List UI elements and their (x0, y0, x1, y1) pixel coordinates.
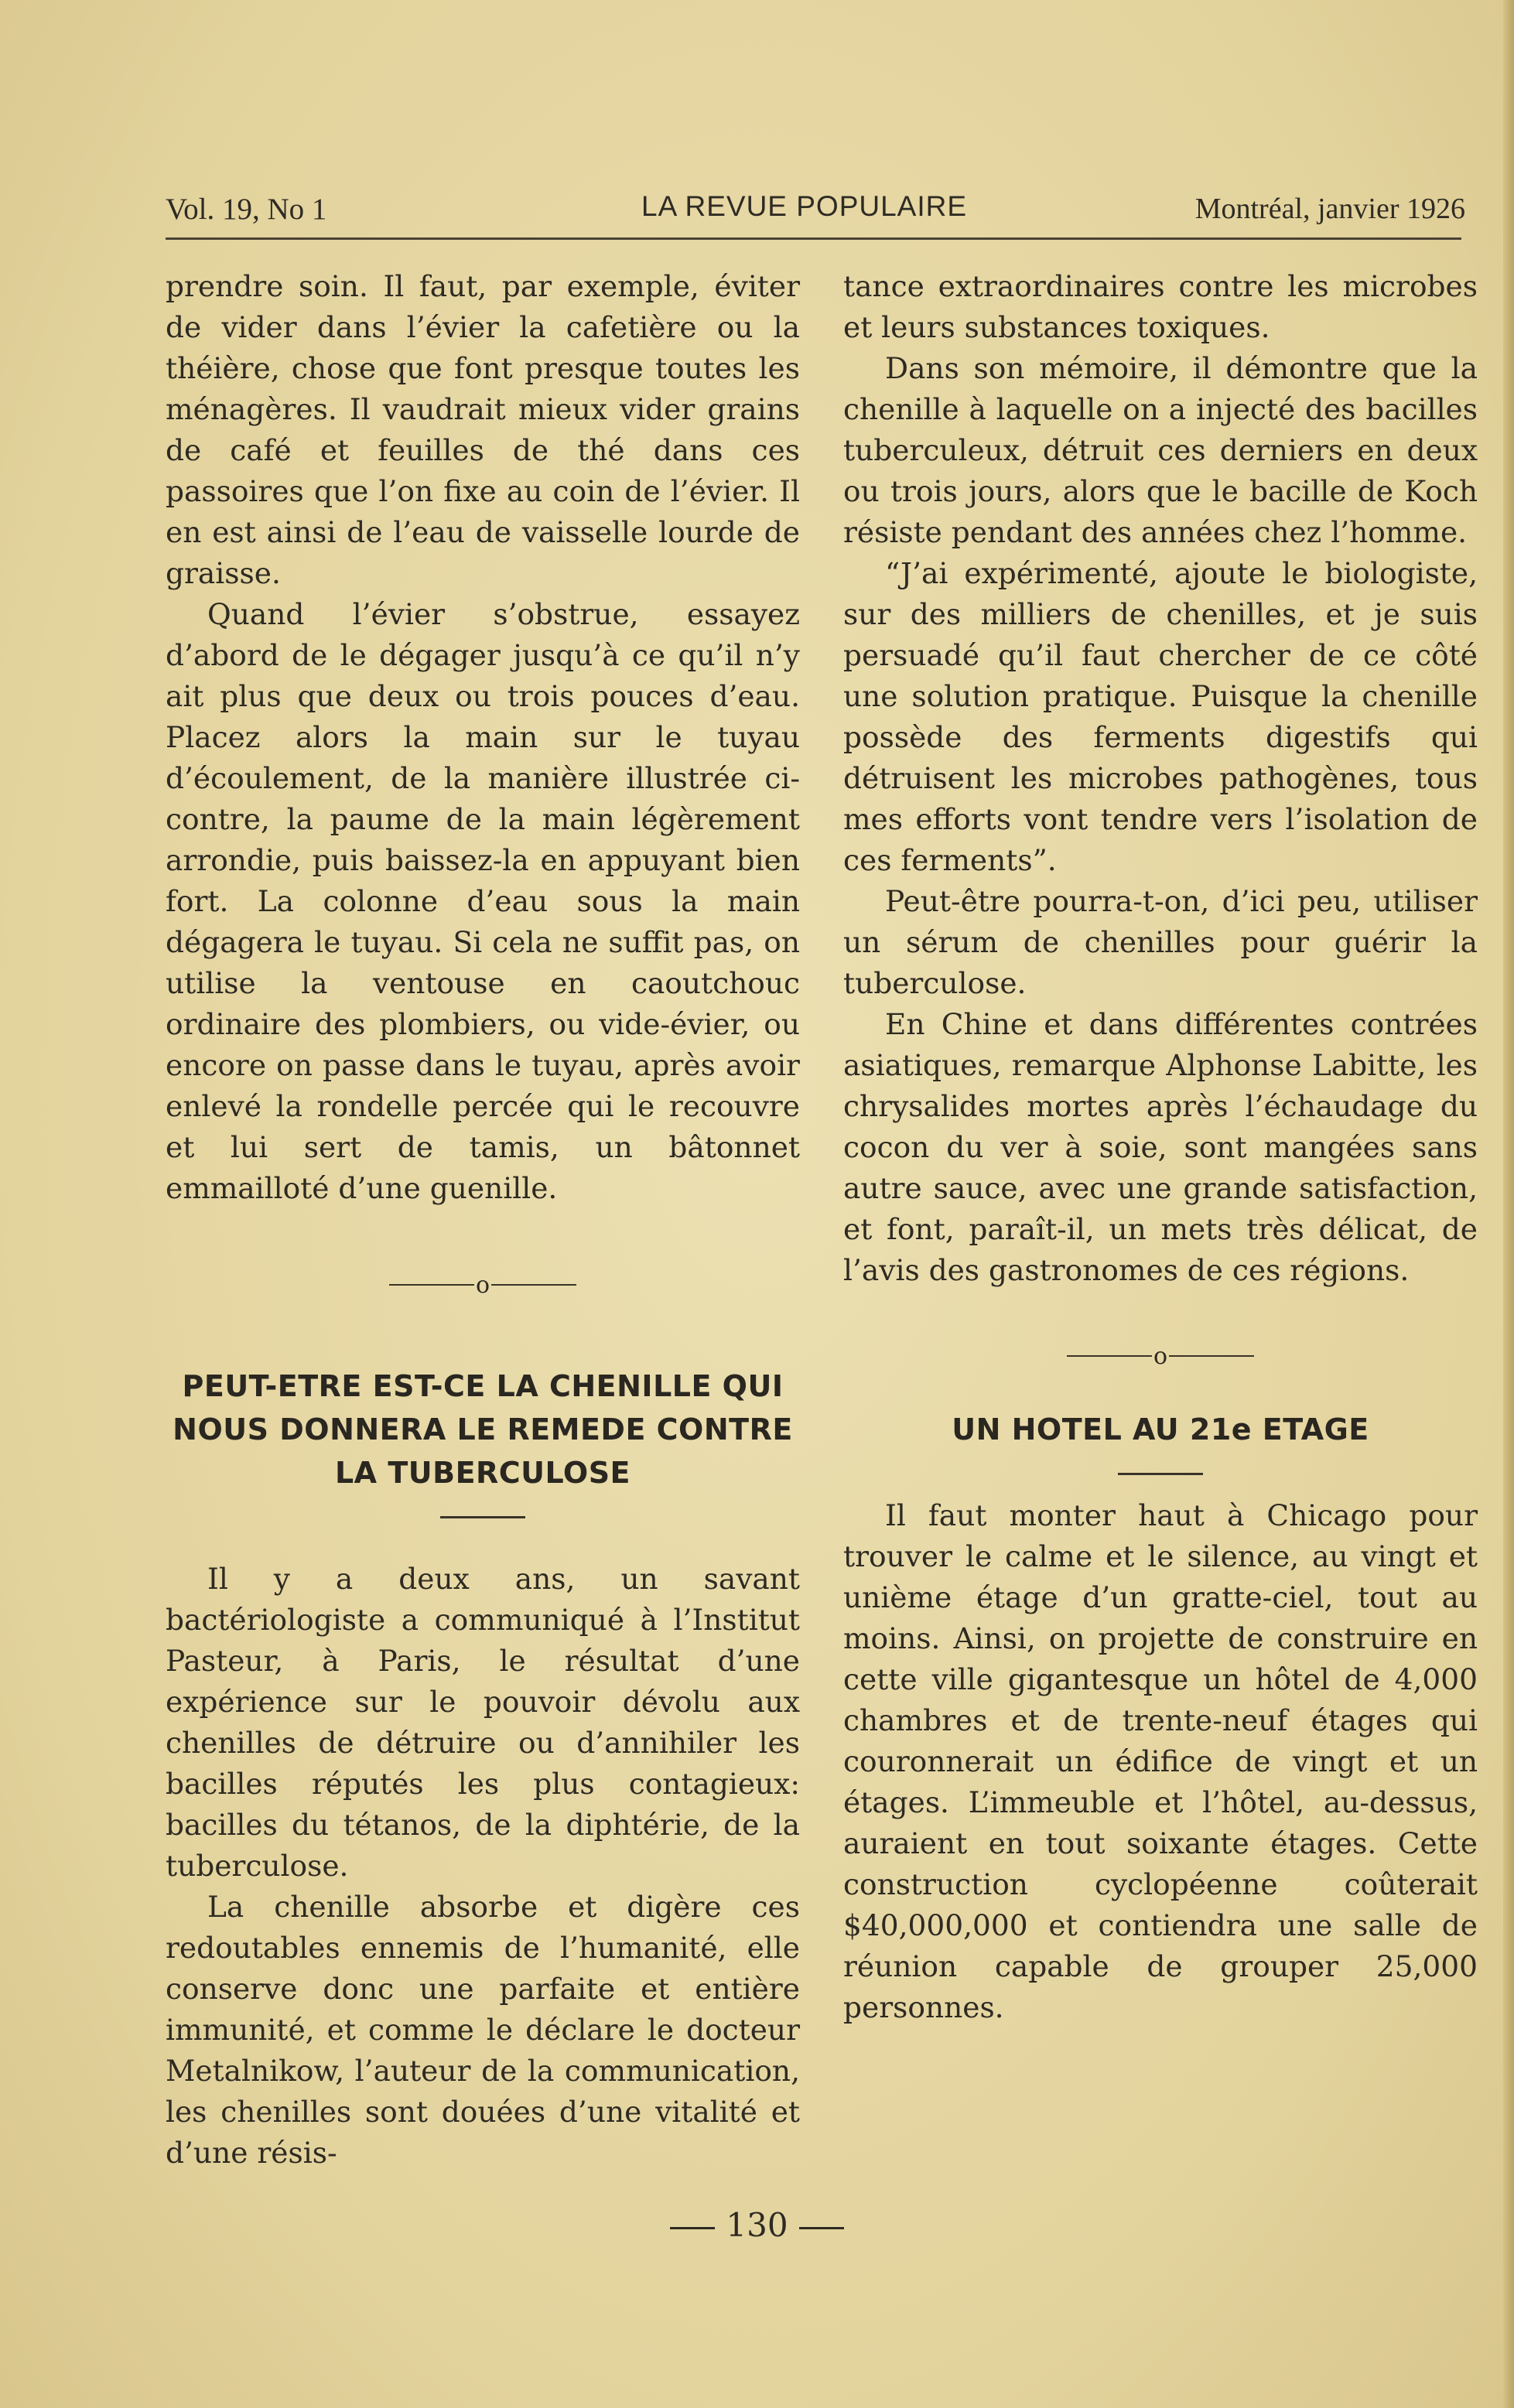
paragraph: prendre soin. Il faut, par exemple, éviter de vider dans l’évier la cafetière ou la théière, chose que font presque toutes les ménagères. Il vaudrait mieux vider grains de café et feuilles de thé dans ces passoires que l’on fixe au coin de l’évier. Il en est ainsi de l’eau de vaisselle lourde de graisse. (166, 269, 800, 590)
divider-line (491, 1284, 576, 1286)
footer-dash (799, 2227, 844, 2229)
left-column (166, 266, 800, 2174)
paragraph: La chenille absorbe et digère ces redoutables ennemis de l’humanité, elle conserve donc une parfaite et entière immunité, et comme le déclare le docteur Metalnikow, l’auteur de la communication, les chenilles sont douées d’une vitalité et d’une résis- (166, 1889, 800, 2170)
paragraph: Quand l’évier s’obstrue, essayez d’abord de le dégager jusqu’à ce qu’il n’y ait plus que deux ou trois pouces d’eau. Placez alors la main sur le tuyau d’écoulement, de la manière illustrée ci-contre, la paume de la main légèrement arrondie, puis baissez-la en appuyant bien fort. La colonne d’eau sous la main dégagera le tuyau. Si cela ne suffit pas, on utilise la ventouse en caoutchouc ordinaire des plombiers, ou vide-évier, ou encore on passe dans le tuyau, après avoir enlevé la rondelle percée qui le recouvre et lui sert de tamis, un bâtonnet emmailloté d’une guenille. (166, 597, 800, 1205)
divider-mark: o (475, 1271, 490, 1299)
article-title-chenille: PEUT-ETRE EST-CE LA CHENILLE QUI NOUS DONNERA LE REMEDE CONTRE LA TUBERCULOSE (173, 1368, 793, 1490)
paragraph: En Chine et dans différentes contrées asiatiques, remarque Alphonse Labitte, les chrysalides mortes après l’échaudage du cocon du ver à soie, sont mangées sans autre sauce, avec une grande satisfaction, et font, paraît-il, un mets très délicat, de l’avis des gastronomes de ces régions. (843, 1007, 1478, 1287)
paragraph: Dans son mémoire, il démontre que la chenille à laquelle on a injecté des bacilles tuberculeux, détruit ces derniers en deux ou trois jours, alors que le bacille de Koch résiste pendant des années chez l’homme. (843, 351, 1478, 549)
paragraph: Il faut monter haut à Chicago pour trouver le calme et le silence, au vingt et unième étage d’un gratte-ciel, tout au moins. Ainsi, on projette de construire en cette ville gigantesque un hôtel de 4,000 chambres et de trente-neuf étages qui couronnerait un édifice de vingt et un étages. L’immeuble et l’hôtel, au-dessus, auraient en tout soixante étages. Cette construction cyclopéenne coûterait $40,000,000 et contiendra une salle de réunion capable de grouper 25,000 personnes. (843, 1498, 1478, 2024)
paragraph: Il y a deux ans, un savant bactériologiste a communiqué à l’Institut Pasteur, à Paris, le résultat d’une expérience sur le pouvoir dévolu aux chenilles de détruire ou d’annihiler les bacilles réputés les plus contagieux: bacilles du tétanos, de la diphtérie, de la tuberculose. (166, 1561, 800, 1883)
divider-mark: o (1153, 1342, 1168, 1370)
article-title-hotel: UN HOTEL AU 21e ETAGE (952, 1412, 1369, 1447)
paragraph: tance extraordinaires contre les microbes et leurs substances toxiques. (843, 269, 1478, 344)
title-rule (440, 1516, 525, 1518)
page-edge (1503, 0, 1514, 2408)
publication-title: LA REVUE POPULAIRE (641, 190, 968, 222)
right-column (843, 266, 1478, 2028)
place-date: Montréal, janvier 1926 (1194, 193, 1465, 225)
divider-line (389, 1284, 474, 1286)
page-number: 130 (726, 2206, 788, 2244)
paragraph: “J’ai expérimenté, ajoute le biologiste, sur des milliers de chenilles, et je suis persuadé qu’il faut chercher de ce côté une solution pratique. Puisque la chenille possède des ferments digestifs qui détruisent les microbes pathogènes, tous mes efforts vont tendre vers l’isolation de ces ferments”. (843, 556, 1478, 877)
divider-line (1169, 1355, 1254, 1357)
footer-dash (670, 2227, 715, 2229)
section-divider (166, 1263, 800, 1306)
paragraph: Peut-être pourra-t-on, d’ici peu, utiliser un sérum de chenilles pour guérir la tuberculose. (843, 884, 1478, 1000)
page-footer (0, 2206, 1514, 2244)
section-divider (843, 1334, 1478, 1377)
title-rule (1118, 1473, 1203, 1475)
running-header (166, 186, 1465, 232)
divider-line (1067, 1355, 1152, 1357)
header-rule (166, 237, 1461, 240)
volume-label: Vol. 19, No 1 (166, 193, 327, 226)
